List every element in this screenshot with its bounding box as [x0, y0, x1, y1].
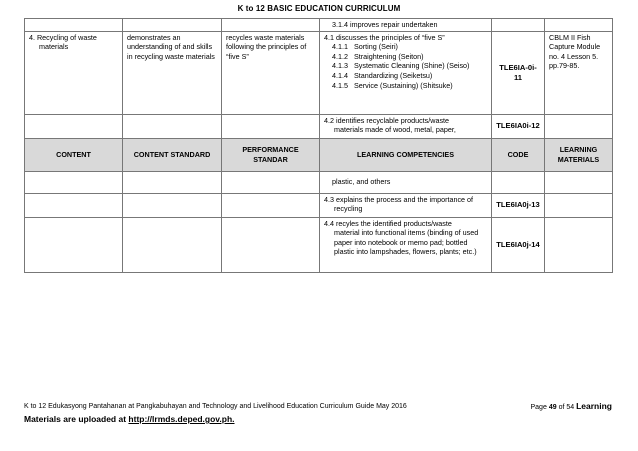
- code-cell: TLE6IA-0i-11: [492, 31, 545, 114]
- competency-cell: 4.4 recyles the identified products/waste material into functional items (binding of used paper into notebook or memo pad; bottled plastic into lampshades, flowers, plants; etc.): [320, 217, 492, 272]
- header-content: CONTENT: [25, 138, 123, 171]
- header-code: CODE: [492, 138, 545, 171]
- header-performance-standard: PERFORMANCE STANDAR: [222, 138, 320, 171]
- competency-subitem: 4.1.4 Standardizing (Seiketsu): [332, 70, 433, 80]
- footer-page-number: Page 49 of 54 Learning: [530, 401, 612, 411]
- competency-subitem: 4.1.5 Service (Sustaining) (Shitsuke): [332, 80, 453, 90]
- footer-guide-text: K to 12 Edukasyong Pantahanan at Pangkabuhayan and Technology and Livelihood Education Curriculum Guide May 2016: [24, 403, 407, 410]
- code-cell: TLE6IA0i-12: [492, 114, 545, 138]
- table-row: [25, 217, 613, 272]
- footer-materials-note: Materials are uploaded at http://lrmds.deped.gov.ph.: [24, 414, 235, 424]
- competency-subitem: 4.1.3 Systematic Cleaning (Shine) (Seiso): [332, 61, 470, 71]
- code-cell: TLE6IA0j-13: [492, 193, 545, 217]
- content-standard-cell: demonstrates an understanding of and skills in recycling waste materials: [123, 31, 222, 114]
- competency-heading: 4.1 discusses the principles of “five S”: [324, 32, 445, 42]
- table-row: [25, 171, 613, 193]
- competency-subitem: 4.1.1 Sorting (Seiri): [332, 42, 398, 52]
- table-row: [25, 114, 613, 138]
- header-content-standard: CONTENT STANDARD: [123, 138, 222, 171]
- header-learning-materials: LEARNING MATERIALS: [545, 138, 613, 171]
- competency-subitem: 4.1.2 Straightening (Seiton): [332, 51, 424, 61]
- curriculum-table: [24, 18, 613, 273]
- lrmds-link[interactable]: http://lrmds.deped.gov.ph.: [128, 414, 235, 424]
- content-cell: 4. Recycling of waste materials: [29, 32, 97, 52]
- competency-cell: 4.2 identifies recyclable products/waste materials made of wood, metal, paper,: [320, 114, 492, 138]
- competency-cell: plastic, and others: [320, 171, 492, 193]
- code-cell: TLE6IA0j-14: [492, 217, 545, 272]
- table-row: [25, 19, 613, 32]
- competency-cell: 3.1.4 improves repair undertaken: [332, 20, 438, 29]
- materials-cell: CBLM II Fish Capture Module no. 4 Lesson 5. pp.79-85.: [545, 31, 613, 114]
- header-learning-competencies: LEARNING COMPETENCIES: [320, 138, 492, 171]
- performance-standard-cell: recycles waste materials following the principles of “five S”: [222, 31, 320, 114]
- document-title: K to 12 BASIC EDUCATION CURRICULUM: [237, 4, 401, 13]
- table-row: [25, 31, 613, 114]
- table-header-row: [25, 138, 613, 171]
- table-row: [25, 193, 613, 217]
- competency-cell: [320, 31, 492, 114]
- competency-cell: 4.3 explains the process and the importance of recycling: [320, 193, 492, 217]
